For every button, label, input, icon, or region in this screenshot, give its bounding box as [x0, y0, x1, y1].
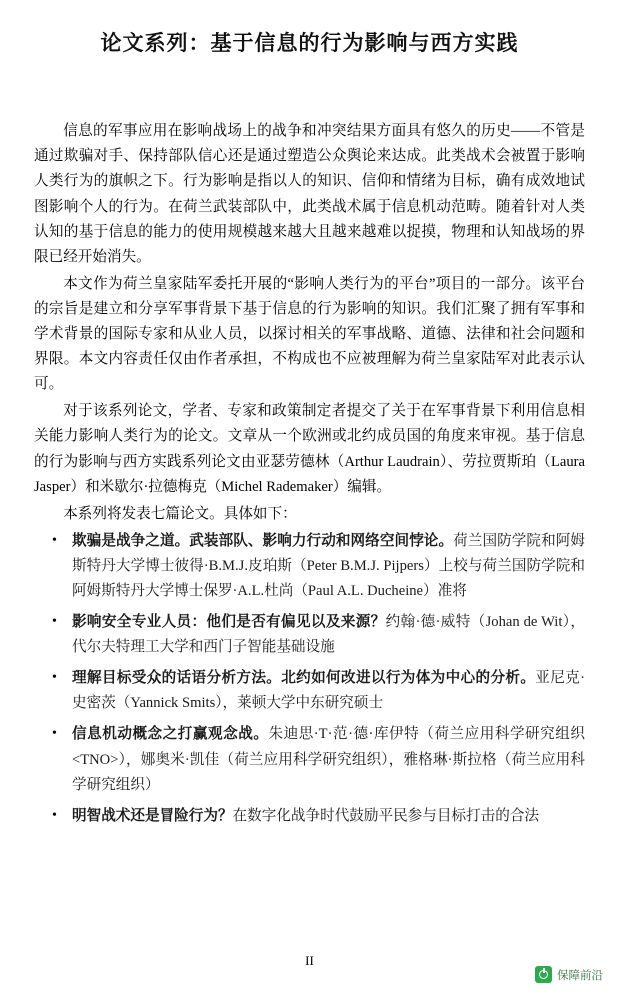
- paragraph-1: 信息的军事应用在影响战场上的战争和冲突结果方面具有悠久的历史——不管是通过欺骗对手、保持部队信心还是通过塑造公众舆论来达成。此类战术会被置于影响人类行为的旗帜之下。行为影响是指以人的知识、信仰和情绪为目标，确有成效地试图影响个人的行为。在荷兰武装部队中，此类战术属于信息机动范畴。随着针对人类认知的基于信息的能力的使用规模越来越大且越来越难以捉摸，物理和认知战场的界限已经开始消失。: [34, 123, 585, 265]
- page-number: II: [305, 953, 314, 968]
- page-title: 论文系列：基于信息的行为影响与西方实践: [100, 32, 519, 55]
- paper-authors: 约翰·德·威特（Johan de Wit），代尔夫特理工大学和西门子智能基础设施: [72, 614, 585, 656]
- paragraph-2: 本文作为荷兰皇家陆军委托开展的“影响人类行为的平台”项目的一部分。该平台的宗旨是建立和分享军事背景下基于信息的行为影响的知识。我们汇聚了拥有军事和学术背景的国际专家和从业人员，以探讨相关的军事战略、道德、法律和社会问题和界限。本文内容责任仅由作者承担，不构成也不应被理解为荷兰皇家陆军对此表示认可。: [34, 275, 585, 393]
- paper-authors: 亚尼克·史密茨（Yannick Smits），莱顿大学中东研究硕士: [72, 670, 585, 712]
- paper-title: 信息机动概念之打赢观念战。: [72, 726, 269, 743]
- paper-list: [34, 529, 585, 829]
- green-compass-logo-icon: [535, 966, 552, 983]
- document-page: [0, 30, 619, 997]
- list-item: [34, 529, 585, 604]
- paper-authors: 荷兰国防学院和阿姆斯特丹大学博士彼得·B.M.J.皮珀斯（Peter B.M.J. Pijpers）上校与荷兰国防学院和阿姆斯特丹大学博士保罗·A.L.杜尚（Paul A.L. Ducheine）准将: [72, 532, 585, 599]
- paper-title: 明智战术还是冒险行为？: [72, 807, 233, 824]
- document-body: [34, 119, 585, 829]
- paper-title: 影响安全专业人员：他们是否有偏见以及来源？: [72, 614, 386, 631]
- paragraph-3: 对于该系列论文，学者、专家和政策制定者提交了关于在军事背景下利用信息相关能力影响人类行为的论文。文章从一个欧洲或北约成员国的角度来审视。基于信息的行为影响与西方实践系列论文由亚瑟劳德林（Arthur Laudrain）、劳拉贾斯珀（Laura Jasper）和米歇尔·拉德梅克（Michel Rademaker）编辑。: [34, 403, 585, 495]
- paper-authors: 朱迪思·T·范·德·库伊特（荷兰应用科学研究组织<TNO>），娜奥米·凯佳（荷兰应用科学研究组织），雅格琳·斯拉格（荷兰应用科学研究组织）: [72, 726, 585, 793]
- list-item: [34, 666, 585, 716]
- paper-authors: 在数字化战争时代鼓励平民参与目标打击的合法: [232, 807, 540, 824]
- list-item: [34, 722, 585, 797]
- list-intro-text: 本系列将发表七篇论文。具体如下：: [63, 505, 297, 522]
- list-item: [34, 610, 585, 660]
- list-item: [34, 804, 585, 829]
- paper-title: 理解目标受众的话语分析方法。北约如何改进以行为体为中心的分析。: [72, 670, 536, 687]
- watermark-badge: [535, 966, 603, 983]
- watermark-label: 保障前沿: [557, 969, 603, 982]
- paper-title: 欺骗是战争之道。武装部队、影响力行动和网络空间悖论。: [72, 532, 454, 549]
